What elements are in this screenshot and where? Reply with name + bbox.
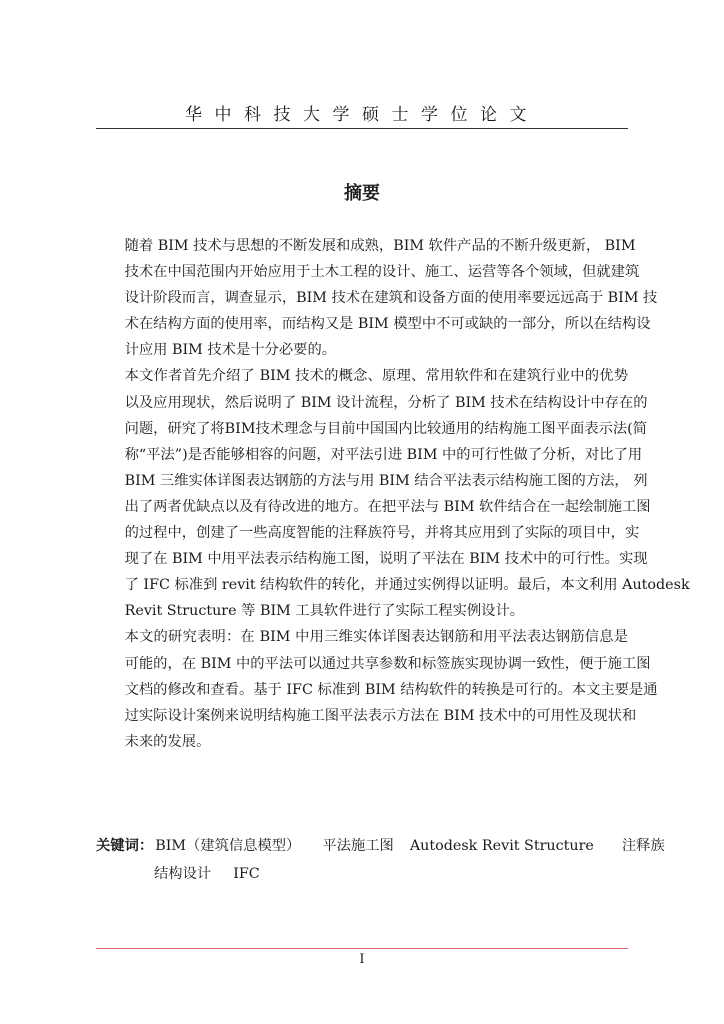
keyword-item: 结构设计 <box>154 866 212 882</box>
keyword-item: BIM（建筑信息模型） <box>155 838 301 854</box>
text-line: 设计阶段而言，调查显示，BIM 技术在建筑和设备方面的使用率要远远高于 BIM 技 <box>124 290 658 307</box>
abstract-body <box>96 233 690 755</box>
keywords-row <box>96 860 628 888</box>
text-line: 现了在 BIM 中用平法表示结构施工图，说明了平法在 BIM 技术中的可行性。实现 <box>124 551 648 568</box>
text-line: 出了两者优缺点以及有待改进的地方。在把平法与 BIM 软件结合在一起绘制施工图 <box>124 498 651 515</box>
text-line: 问题，研究了将BIM技术理念与目前中国国内比较通用的结构施工图平面表示法(简 <box>124 420 648 437</box>
text-line: BIM 三维实体详图表达钢筋的方法与用 BIM 结合平法表示结构施工图的方法， 列 <box>124 472 648 489</box>
page-number: I <box>359 952 365 967</box>
text-line: 以及应用现状，然后说明了 BIM 设计流程，分析了 BIM 技术在结构设计中存在的 <box>124 394 648 411</box>
keywords-row <box>96 832 665 860</box>
text-line: 了 IFC 标准到 revit 结构软件的转化，并通过实例得以证明。最后，本文利用 Autodesk <box>124 577 690 594</box>
keywords-label: 关键词： <box>96 838 154 854</box>
text-line: Revit Structure 等 BIM 工具软件进行了实际工程实例设计。 <box>124 603 525 620</box>
keyword-item: 平法施工图 <box>322 838 394 854</box>
abstract-paragraph <box>96 624 658 754</box>
abstract-paragraph <box>96 363 690 624</box>
header-divider <box>96 128 628 129</box>
keyword-item: 注释族 <box>621 838 665 854</box>
text-line: 称“平法”)是否能够相容的问题，对平法引进 BIM 中的可行性做了分析，对比了用 <box>124 446 643 463</box>
text-line: 的过程中，创建了一些高度智能的注释族符号，并将其应用到了实际的项目中，实 <box>124 525 640 542</box>
text-line: 计应用 BIM 技术是十分必要的。 <box>124 342 337 359</box>
text-line: 文档的修改和查看。基于 IFC 标准到 BIM 结构软件的转换是可行的。本文主要是通 <box>124 681 658 698</box>
footer-divider <box>96 948 628 949</box>
keyword-item: IFC <box>233 866 260 882</box>
text-line: 技术在中国范围内开始应用于土木工程的设计、施工、运营等各个领域，但就建筑 <box>124 264 640 281</box>
abstract-paragraph <box>96 233 658 363</box>
text-line: 过实际设计案例来说明结构施工图平法表示方法在 BIM 技术中的可用性及现状和 <box>124 707 637 724</box>
text-line: 术在结构方面的使用率，而结构又是 BIM 模型中不可或缺的一部分，所以在结构设 <box>124 316 651 333</box>
abstract-title: 摘要 <box>344 183 380 204</box>
text-line: 随着 BIM 技术与思想的不断发展和成熟，BIM 软件产品的不断升级更新， BIM <box>124 238 636 254</box>
text-line: 未来的发展。 <box>124 733 211 750</box>
text-line: 本文作者首先介绍了 BIM 技术的概念、原理、常用软件和在建筑行业中的优势 <box>124 368 628 385</box>
keywords-section <box>96 832 665 888</box>
text-line: 本文的研究表明：在 BIM 中用三维实体详图表达钢筋和用平法表达钢筋信息是 <box>124 629 628 646</box>
keyword-item: Autodesk Revit Structure <box>409 838 594 854</box>
text-line: 可能的，在 BIM 中的平法可以通过共享参数和标签族实现协调一致性，便于施工图 <box>124 655 651 672</box>
thesis-header-title: 华中科技大学硕士学位论文 <box>185 105 539 125</box>
